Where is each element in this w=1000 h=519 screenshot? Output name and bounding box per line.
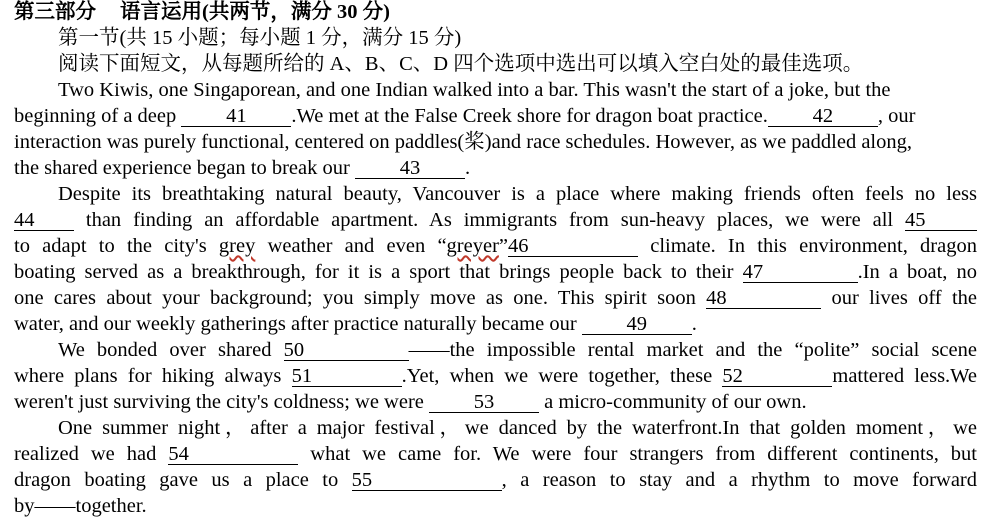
passage-line xyxy=(14,285,977,311)
passage-text: Despite its breathtaking natural beauty, Vancouver is a place where making friends often feels no less xyxy=(58,183,977,205)
passage-text: .Yet, when we were together, these xyxy=(401,365,723,387)
passage-text: beginning of a deep xyxy=(14,105,182,127)
answer-blank-45[interactable]: 45 xyxy=(905,210,977,231)
passage-text: ——the impossible rental market and the “polite” social scene xyxy=(408,339,977,361)
subsection-heading: 第一节(共 15 小题；每小题 1 分，满分 15 分) xyxy=(58,27,462,49)
passage-text: dragon boating gave us a place to xyxy=(14,469,352,491)
answer-blank-41[interactable]: 41 xyxy=(181,106,291,127)
spellcheck-word: greyer xyxy=(446,235,499,257)
passage-text: one cares about your background; you simply move as one. This spirit soon xyxy=(14,287,707,309)
passage-text: One summer night，after a major festival，we danced by the waterfront.In that golden moment，we xyxy=(58,417,977,439)
section-part: 第三部分 xyxy=(14,1,96,23)
passage-text: ” xyxy=(498,235,509,257)
passage-text: a micro-community of our own. xyxy=(539,391,807,413)
passage-text: , a reason to stay and a rhythm to move forward xyxy=(501,469,977,491)
passage-line xyxy=(14,337,977,363)
answer-blank-55[interactable]: 55 xyxy=(352,470,502,491)
answer-blank-51[interactable]: 51 xyxy=(292,366,402,387)
passage-text: We bonded over shared xyxy=(58,339,284,361)
passage-text: where plans for hiking always xyxy=(14,365,292,387)
answer-blank-43[interactable]: 43 xyxy=(355,158,465,179)
passage-line xyxy=(14,103,977,129)
passage-line xyxy=(14,77,977,103)
section-heading xyxy=(14,0,977,25)
passage-line xyxy=(14,389,977,415)
passage-text: . xyxy=(464,157,471,179)
passage-line xyxy=(14,129,977,155)
passage-line xyxy=(14,467,977,493)
passage-text: what we came for. We were four strangers from different continents, but xyxy=(298,443,977,465)
passage-text: water, and our weekly gatherings after practice naturally became our xyxy=(14,313,582,335)
passage-line xyxy=(14,363,977,389)
passage-text: . xyxy=(691,313,697,335)
answer-blank-48[interactable]: 48 xyxy=(706,288,821,309)
passage-text: Two Kiwis, one Singaporean, and one Indian walked into a bar. This wasn't the start of a joke, but the xyxy=(58,79,891,101)
answer-blank-42[interactable]: 42 xyxy=(768,106,878,127)
answer-blank-52[interactable]: 52 xyxy=(722,366,832,387)
section-title: 语言运用(共两节，满分 30 分) xyxy=(120,1,390,23)
spellcheck-word: grey xyxy=(218,235,256,257)
passage-text: to adapt to the city's xyxy=(14,235,219,257)
passage-line xyxy=(14,155,977,181)
passage-line xyxy=(14,259,977,285)
answer-blank-49[interactable]: 49 xyxy=(582,314,692,335)
passage-line xyxy=(14,441,977,467)
passage-text: weren't just surviving the city's coldness; we were xyxy=(14,391,430,413)
passage-line xyxy=(14,207,977,233)
passage-text: climate. In this environment, dragon xyxy=(638,235,977,257)
answer-blank-53[interactable]: 53 xyxy=(429,392,539,413)
passage-text: boating served as a breakthrough, for it is a sport that brings people back to their xyxy=(14,261,743,283)
passage-text: than finding an affordable apartment. As immigrants from sun-heavy places, we were all xyxy=(74,209,905,231)
passage-line xyxy=(14,311,977,337)
passage-text: realized we had xyxy=(14,443,169,465)
passage-text: mattered less.We xyxy=(832,365,977,387)
passage-line xyxy=(14,181,977,207)
passage-text: interaction was purely functional, centered on paddles(桨)and race schedules. However, as we paddled along, xyxy=(14,131,912,153)
passage-line xyxy=(14,415,977,441)
passage-text: by——together. xyxy=(14,495,147,517)
instructions: 阅读下面短文，从每题所给的 A、B、C、D 四个选项中选出可以填入空白处的最佳选项。 xyxy=(58,53,864,75)
passage-text: , our xyxy=(877,105,916,127)
answer-blank-47[interactable]: 47 xyxy=(743,262,858,283)
answer-blank-46[interactable]: 46 xyxy=(508,236,638,257)
answer-blank-50[interactable]: 50 xyxy=(284,340,409,361)
passage-text: weather and even “ xyxy=(255,235,447,257)
answer-blank-44[interactable]: 44 xyxy=(14,210,74,231)
passage-text: .We met at the False Creek shore for dragon boat practice. xyxy=(291,105,768,127)
answer-blank-54[interactable]: 54 xyxy=(168,444,298,465)
passage-text: our lives off the xyxy=(821,287,977,309)
passage-text: .In a boat, no xyxy=(857,261,977,283)
passage-line xyxy=(14,233,977,259)
passage-line xyxy=(14,493,977,519)
passage-text: the shared experience began to break our xyxy=(14,157,355,179)
